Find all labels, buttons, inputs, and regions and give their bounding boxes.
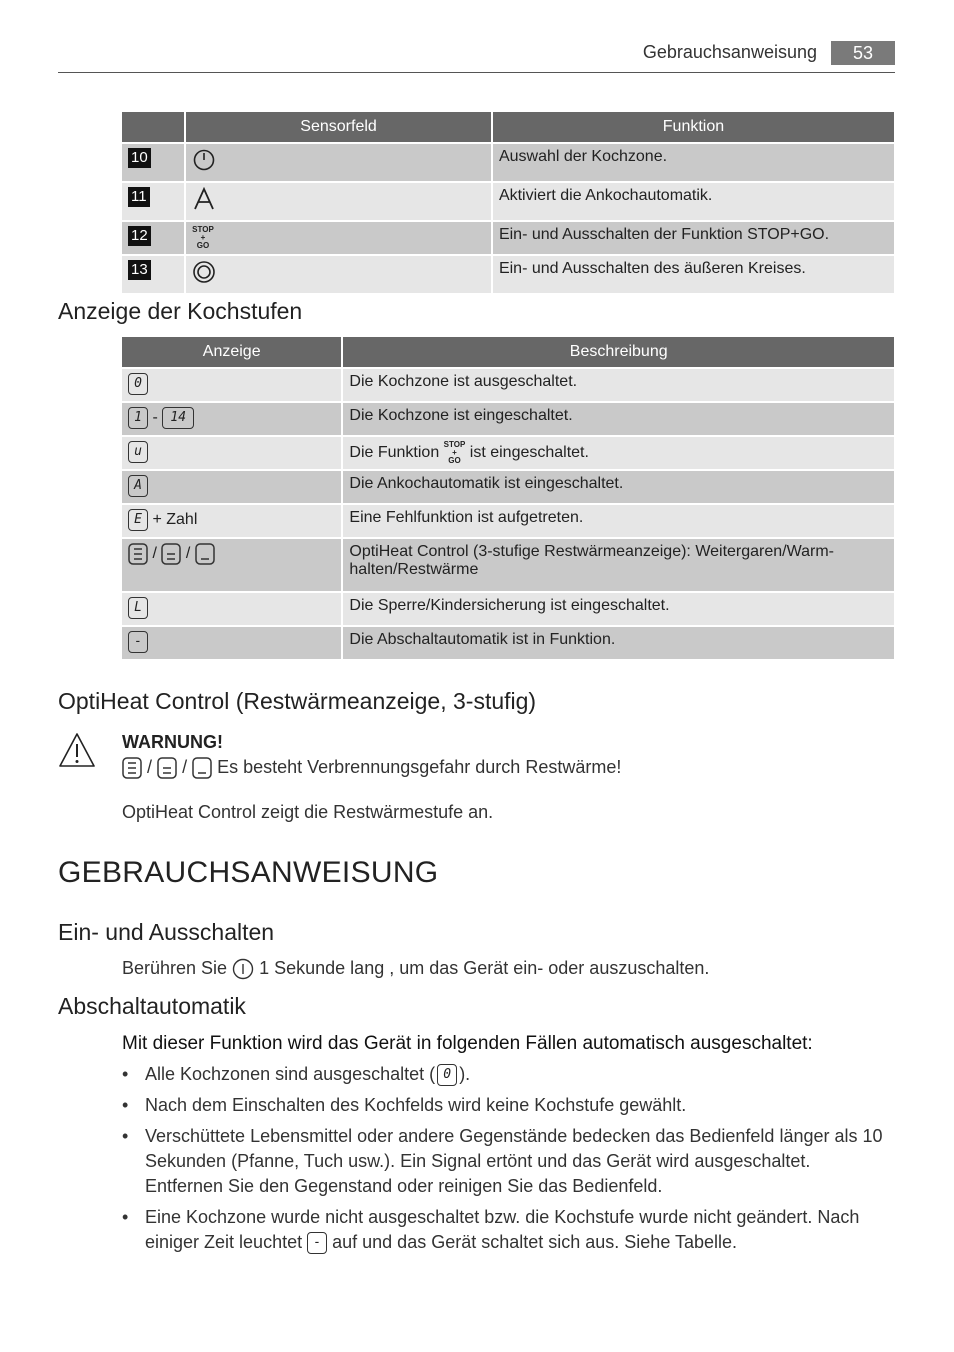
description-cell: Die Kochzone ist eingeschaltet.: [343, 403, 894, 435]
kochstufen-header-description: Beschreibung: [343, 337, 894, 367]
bullet-text: Alle Kochzonen sind ausgeschaltet (: [145, 1064, 436, 1084]
description-cell: Die Abschaltautomatik ist in Funktion.: [343, 627, 894, 659]
sensor-table-header: [122, 112, 894, 142]
bullet-text: auf und das Gerät schaltet sich aus. Siehe Tabelle.: [332, 1232, 738, 1252]
display-cell: [122, 593, 341, 625]
ein-aus-text-pre: Berühren Sie: [122, 958, 228, 978]
abschalt-bullet-list: [122, 1062, 890, 1261]
description-cell: Die Kochzone ist ausgeschaltet.: [343, 369, 894, 401]
warning-text: Es besteht Verbrennungsgefahr durch Restwärme!: [217, 757, 622, 777]
sensor-cell: [186, 183, 491, 220]
display-cell: [122, 539, 341, 591]
row-number: 13: [128, 260, 151, 280]
segment-display: -: [307, 1232, 327, 1254]
display-cell: [122, 627, 341, 659]
warning-triangle-icon: [58, 732, 96, 768]
row-number-cell: [122, 222, 184, 254]
row-number-cell: [122, 144, 184, 181]
description-cell: OptiHeat Control (3-stufige Restwärmeanzeige): Weitergaren/Warm-halten/Restwärme: [343, 539, 894, 591]
residual-heat-mid-icon: [161, 543, 181, 565]
table-row: [122, 437, 894, 469]
residual-heat-mid-icon: [157, 757, 177, 779]
main-heading: GEBRAUCHSANWEISUNG: [58, 856, 439, 889]
residual-heat-high-icon: [122, 757, 142, 779]
function-cell: Ein- und Ausschalten der Funktion STOP+GO.: [493, 222, 894, 254]
table-row: [122, 627, 894, 659]
row-number-cell: [122, 256, 184, 293]
stop-go-icon: STOP + GO: [192, 225, 214, 250]
description-cell: [343, 437, 894, 469]
page-number: 53: [831, 41, 895, 65]
bullet-text: Eine Kochzone wurde nicht ausgeschaltet bzw. die Kochstufe wurde nicht geändert. Nach einiger Zeit leuchtet: [145, 1207, 860, 1252]
sensor-cell: [186, 222, 491, 254]
kochstufen-header-display: Anzeige: [122, 337, 341, 367]
sensor-table-header-function: Funktion: [493, 112, 894, 142]
segment-display: E: [128, 509, 148, 531]
description-text: Die Funktion: [349, 444, 440, 462]
row-number: 12: [128, 226, 151, 246]
table-row: [122, 256, 894, 293]
display-cell: [122, 505, 341, 537]
table-row: [122, 593, 894, 625]
table-row: [122, 222, 894, 254]
slash-separator: /: [147, 757, 153, 777]
function-cell: Auswahl der Kochzone.: [493, 144, 894, 181]
sensor-cell: [186, 144, 491, 181]
ein-aus-text: [122, 958, 709, 980]
abschalt-intro: Mit dieser Funktion wird das Gerät in folgenden Fällen automatisch ausgeschaltet:: [122, 1033, 813, 1054]
optiheat-info: OptiHeat Control zeigt die Restwärmestufe an.: [122, 802, 494, 822]
row-number: 10: [128, 148, 151, 168]
range-separator: -: [152, 409, 158, 427]
segment-display: -: [128, 631, 148, 653]
display-cell: [122, 369, 341, 401]
section-title-ein-aus: Ein- und Ausschalten: [58, 919, 275, 945]
segment-display: L: [128, 597, 148, 619]
description-text: ist eingeschaltet.: [469, 444, 589, 462]
ein-aus-text-post: 1 Sekunde lang , um das Gerät ein- oder auszuschalten.: [259, 958, 710, 978]
warning-label: WARNUNG!: [122, 732, 223, 752]
section-title-abschalt: Abschaltautomatik: [58, 993, 246, 1019]
slash-separator: /: [182, 757, 188, 777]
list-item: [122, 1062, 890, 1087]
section-title-optiheat: OptiHeat Control (Restwärmeanzeige, 3-stufig): [58, 688, 537, 714]
sensor-table-header-sensor: Sensorfeld: [186, 112, 491, 142]
kochstufen-table-header: [122, 337, 894, 367]
segment-display: u: [128, 441, 148, 463]
description-cell: Die Ankochautomatik ist eingeschaltet.: [343, 471, 894, 503]
list-item: [122, 1205, 890, 1255]
slash-separator: /: [185, 545, 191, 563]
table-row: [122, 369, 894, 401]
table-row: [122, 183, 894, 220]
running-header-title: Gebrauchsanweisung: [642, 42, 817, 62]
sensor-table-header-blank: [122, 112, 184, 142]
function-cell: Ein- und Ausschalten des äußeren Kreises.: [493, 256, 894, 293]
segment-display: 0: [437, 1064, 457, 1086]
warning-line: [122, 757, 621, 779]
residual-heat-high-icon: [128, 543, 148, 565]
double-circle-icon: [192, 260, 216, 284]
letter-a-icon: [192, 187, 216, 211]
description-cell: Die Sperre/Kindersicherung ist eingeschaltet.: [343, 593, 894, 625]
sensor-cell: [186, 256, 491, 293]
stop-go-icon: STOP + GO: [443, 440, 466, 465]
section-title-kochstufen: Anzeige der Kochstufen: [58, 298, 303, 324]
table-row: [122, 471, 894, 503]
power-icon: [232, 958, 254, 980]
display-cell: [122, 471, 341, 503]
table-row: [122, 505, 894, 537]
bullet-text: ).: [459, 1064, 471, 1084]
sensor-table: [120, 110, 896, 295]
list-item: • Nach dem Einschalten des Kochfelds wird keine Kochstufe gewählt.: [122, 1093, 890, 1118]
kochstufen-table: [120, 335, 896, 661]
display-cell: [122, 437, 341, 469]
residual-heat-low-icon: [192, 757, 212, 779]
segment-display: 14: [162, 407, 194, 429]
table-row: [122, 539, 894, 591]
segment-display: 1: [128, 407, 148, 429]
function-cell: Aktiviert die Ankochautomatik.: [493, 183, 894, 220]
row-number-cell: [122, 183, 184, 220]
residual-heat-low-icon: [195, 543, 215, 565]
running-header: [58, 40, 895, 73]
list-item: • Verschüttete Lebensmittel oder andere Gegenstände bedecken das Bedienfeld länger als 10 Sekunden (Pfanne, Tuch usw.). Ein Signal ertönt und das Gerät wird ausgeschaltet. Entfernen Sie den Gegenstand oder reinigen Sie das Bedienfeld.: [122, 1124, 890, 1199]
segment-display: A: [128, 475, 148, 497]
table-row: [122, 144, 894, 181]
power-icon: [192, 148, 216, 172]
display-cell: [122, 403, 341, 435]
table-row: [122, 403, 894, 435]
row-number: 11: [128, 187, 150, 207]
slash-separator: /: [152, 545, 157, 563]
segment-display: 0: [128, 373, 148, 395]
description-cell: Eine Fehlfunktion ist aufgetreten.: [343, 505, 894, 537]
display-suffix: + Zahl: [152, 511, 198, 529]
